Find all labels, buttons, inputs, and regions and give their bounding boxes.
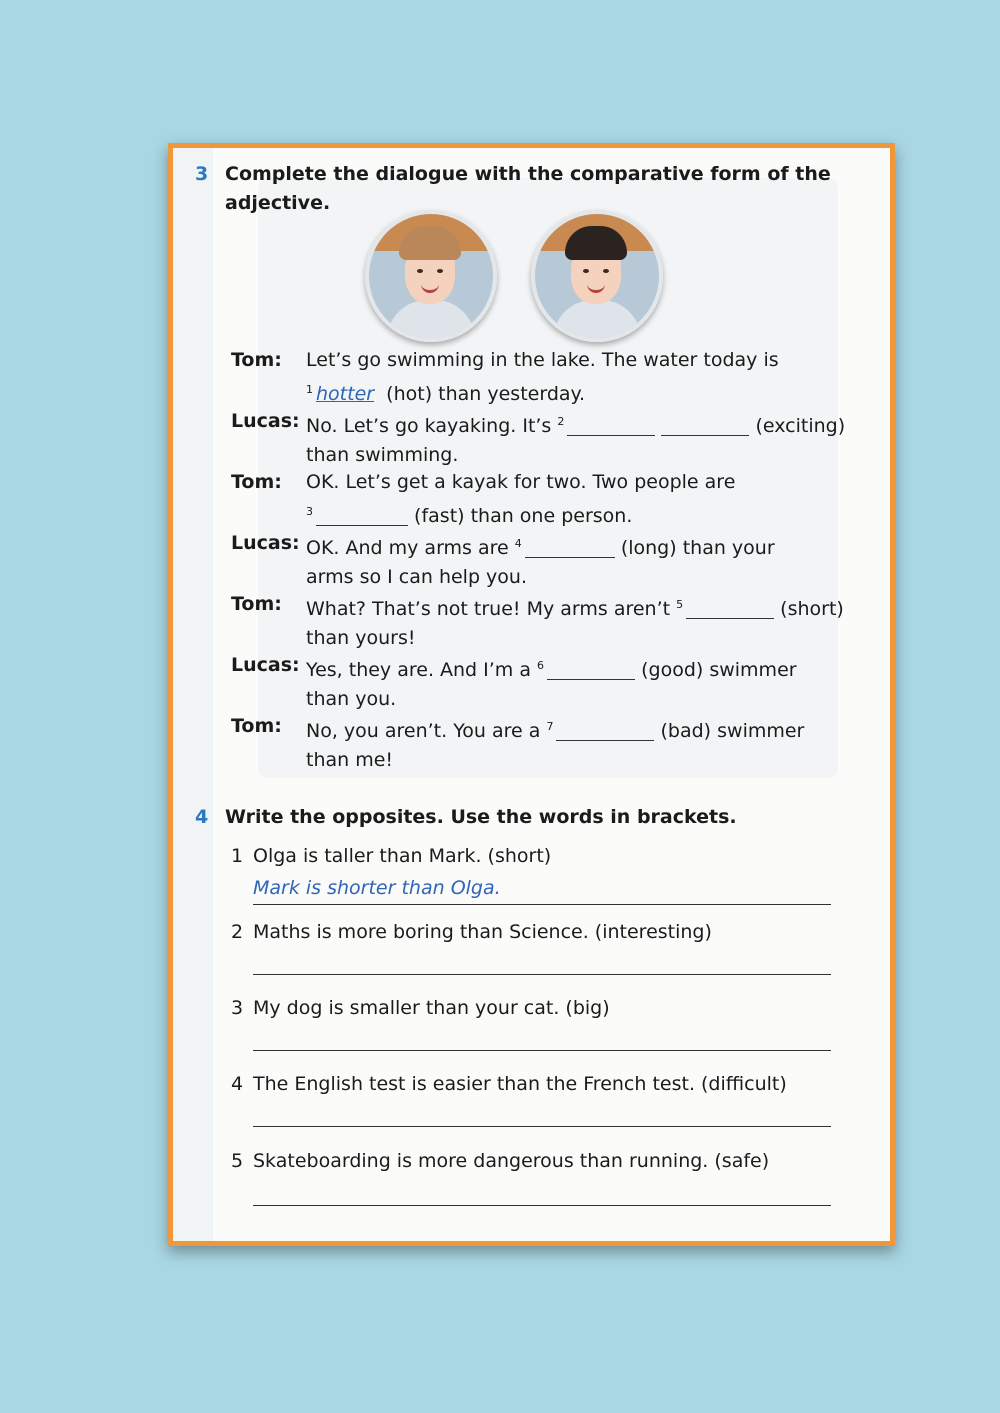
dialogue-line-3 (231, 468, 851, 531)
exercise-title: Write the opposites. Use the words in brackets. (225, 806, 737, 828)
dialogue-text: than me! (306, 749, 394, 771)
exercise-title: Complete the dialogue with the comparative form of the adjective. (225, 163, 831, 214)
dialogue-text: Yes, they are. And I’m a (306, 659, 531, 681)
bleed-through-margin (173, 148, 213, 1241)
gap-5-blank[interactable] (686, 596, 774, 619)
gap-2a-blank[interactable] (567, 413, 655, 436)
dialogue-text: than yours! (306, 627, 416, 649)
item-prompt: Maths is more boring than Science. (interesting) (253, 921, 712, 943)
dialogue-text: No. Let’s go kayaking. It’s (306, 415, 552, 437)
dialogue-text: (long) than your (620, 537, 775, 559)
dialogue-text: No, you aren’t. You are a (306, 720, 541, 742)
speaker: Tom: (231, 471, 282, 493)
dialogue-text: (exciting) (755, 415, 846, 437)
gap-2b-blank[interactable] (661, 413, 749, 436)
exercise-number: 4 (195, 806, 209, 828)
dialogue-line-6 (231, 651, 851, 714)
speaker: Lucas: (231, 532, 300, 554)
gap-number: 2 (557, 415, 565, 428)
answer-line-5[interactable] (253, 1173, 831, 1206)
item-number: 3 (231, 997, 244, 1019)
gap-number: 4 (514, 537, 522, 550)
dialogue-text: (good) swimmer (641, 659, 797, 681)
gap-number: 5 (676, 598, 684, 611)
dialogue-text: than you. (306, 688, 397, 710)
dialogue-line-4 (231, 529, 851, 592)
gap-number: 3 (306, 505, 313, 518)
dialogue-text: OK. Let’s get a kayak for two. Two people are (306, 471, 736, 493)
dialogue-text: (short) (780, 598, 844, 620)
gap-number: 1 (306, 383, 313, 396)
dialogue-text: What? That’s not true! My arms aren’t (306, 598, 671, 620)
dialogue-text: (hot) than yesterday. (386, 383, 586, 405)
item-number: 2 (231, 921, 244, 943)
item-prompt: My dog is smaller than your cat. (big) (253, 997, 610, 1019)
speaker: Lucas: (231, 410, 300, 432)
speaker: Tom: (231, 349, 282, 371)
dialogue-text: (fast) than one person. (414, 505, 633, 527)
dialogue-line-7 (231, 712, 851, 775)
exercise-4-item-1 (231, 842, 831, 871)
dialogue-text: than swimming. (306, 444, 459, 466)
gap-number: 7 (546, 720, 554, 733)
item-prompt: Olga is taller than Mark. (short) (253, 845, 552, 867)
dialogue-line-1 (231, 346, 851, 409)
answer-line-3[interactable] (253, 1018, 831, 1051)
answer-line-2[interactable] (253, 942, 831, 975)
gap-7-blank[interactable] (556, 718, 654, 741)
dialogue-line-2 (231, 407, 851, 470)
item-number: 4 (231, 1073, 244, 1095)
dialogue-text: OK. And my arms are (306, 537, 509, 559)
exercise-4-item-5 (231, 1147, 831, 1176)
dialogue-text: (bad) swimmer (660, 720, 805, 742)
gap-1-answer[interactable]: hotter (316, 383, 375, 405)
speaker: Tom: (231, 715, 282, 737)
speaker: Tom: (231, 593, 282, 615)
dialogue-text: Let’s go swimming in the lake. The water today is (306, 349, 779, 371)
gap-3-blank[interactable] (316, 503, 408, 526)
speaker: Lucas: (231, 654, 300, 676)
gap-4-blank[interactable] (525, 535, 615, 558)
dialogue-line-5 (231, 590, 851, 653)
exercise-4-heading (195, 803, 845, 832)
answer-line-4[interactable] (253, 1094, 831, 1127)
item-number: 5 (231, 1150, 244, 1172)
exercise-3-heading (195, 160, 845, 218)
answer-line-1[interactable] (253, 872, 831, 905)
item-number: 1 (231, 845, 244, 867)
item-prompt: The English test is easier than the French test. (difficult) (253, 1073, 787, 1095)
dialogue-text: arms so I can help you. (306, 566, 528, 588)
gap-number: 6 (537, 659, 545, 672)
answer-text: Mark is shorter than Olga. (253, 877, 501, 899)
worksheet-page (168, 143, 895, 1246)
tom-photo (365, 210, 497, 342)
item-prompt: Skateboarding is more dangerous than running. (safe) (253, 1150, 770, 1172)
gap-6-blank[interactable] (547, 657, 635, 680)
exercise-number: 3 (195, 163, 209, 185)
lucas-photo (531, 210, 663, 342)
